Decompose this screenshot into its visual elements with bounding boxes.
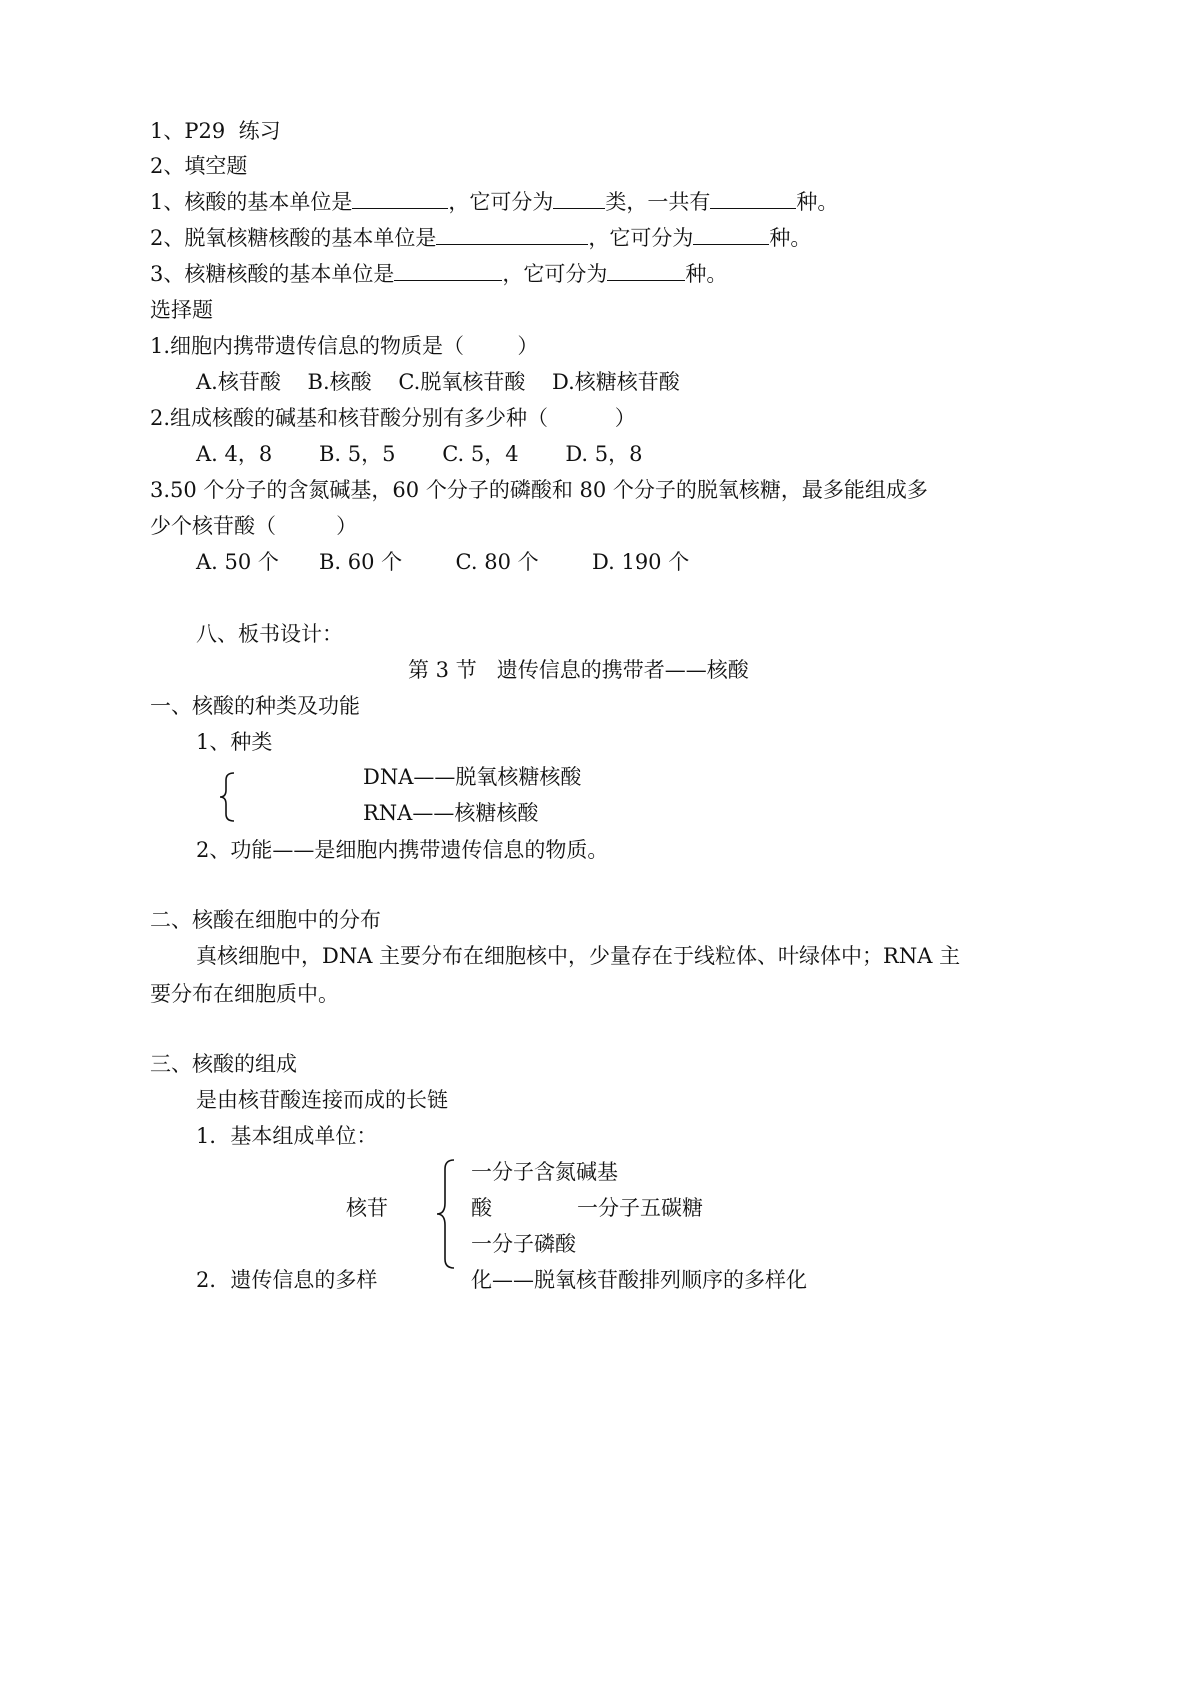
section-3-item-2-end: 化——脱氧核苷酸排列顺序的多样化 (471, 1268, 807, 1292)
fill-blank (607, 262, 685, 281)
fill-question-3 (150, 261, 727, 287)
section-1-item-2: 2、功能——是细胞内携带遗传信息的物质。 (196, 838, 609, 862)
exercise-line-2: 2、填空题 (150, 154, 248, 178)
nucleotide-left-label: 核苷 (346, 1196, 388, 1220)
section-3-paragraph: 是由核苷酸连接而成的长链 (196, 1088, 448, 1112)
choice-question-2-options: A. 4，8 B. 5，5 C. 5，4 D. 5，8 (196, 442, 643, 466)
section-2-paragraph-line-2: 要分布在细胞质中。 (150, 982, 339, 1006)
component-phosphate: 一分子磷酸 (471, 1232, 576, 1256)
fill-q3-text-b: ，它可分为 (502, 262, 608, 286)
section-3-item-1: 1．基本组成单位： (196, 1124, 378, 1148)
choice-question-1: 1.细胞内携带遗传信息的物质是（ ） (150, 334, 539, 358)
dna-label: DNA——脱氧核糖核酸 (363, 765, 582, 789)
nucleotide-left-label-end: 酸 (471, 1196, 492, 1220)
choice-question-2: 2.组成核酸的碱基和核苷酸分别有多少种（ ） (150, 406, 636, 430)
fill-q1-text-b: ，它可分为 (448, 190, 554, 214)
fill-q1-text-d: 种。 (796, 190, 839, 214)
board-title: 第 3 节 遗传信息的携带者——核酸 (408, 658, 749, 682)
section-3-heading: 三、核酸的组成 (150, 1052, 297, 1076)
choice-question-3-line-1: 3.50 个分子的含氮碱基，60 个分子的磷酸和 80 个分子的脱氧核糖，最多能组成多 (150, 478, 928, 502)
fill-q2-text-a: 2、脱氧核糖核酸的基本单位是 (150, 226, 437, 250)
component-base: 一分子含氮碱基 (471, 1160, 618, 1184)
fill-blank (693, 226, 769, 245)
fill-q1-text-a: 1、核酸的基本单位是 (150, 190, 353, 214)
fill-blank (436, 226, 588, 245)
left-brace-icon (214, 770, 240, 824)
choice-question-3-options: A. 50 个 B. 60 个 C. 80 个 D. 190 个 (196, 550, 690, 574)
fill-blank (710, 190, 796, 209)
board-heading: 八、板书设计： (196, 622, 343, 646)
section-3-item-2-start: 2．遗传信息的多样 (196, 1268, 378, 1292)
choice-heading: 选择题 (150, 298, 213, 322)
section-2-heading: 二、核酸在细胞中的分布 (150, 908, 381, 932)
fill-blank (394, 262, 502, 281)
fill-q1-text-c: 类，一共有 (605, 190, 711, 214)
section-2-paragraph-line-1: 真核细胞中，DNA 主要分布在细胞核中，少量存在于线粒体、叶绿体中；RNA 主 (196, 944, 961, 968)
fill-q3-text-a: 3、核糖核酸的基本单位是 (150, 262, 395, 286)
fill-question-1 (150, 189, 838, 215)
fill-q3-text-c: 种。 (685, 262, 728, 286)
fill-blank (553, 190, 605, 209)
fill-q2-text-c: 种。 (769, 226, 812, 250)
choice-question-1-options: A.核苷酸 B.核酸 C.脱氧核苷酸 D.核糖核苷酸 (196, 370, 680, 394)
fill-blank (352, 190, 448, 209)
choice-question-3-line-2: 少个核苷酸（ ） (150, 514, 358, 538)
exercise-line-1: 1、P29 练习 (150, 119, 281, 143)
fill-q2-text-b: ，它可分为 (588, 226, 694, 250)
section-1-item-1: 1、种类 (196, 730, 273, 754)
left-brace-icon (432, 1157, 460, 1271)
rna-label: RNA——核糖核酸 (363, 801, 539, 825)
component-sugar: 一分子五碳糖 (577, 1196, 703, 1220)
fill-question-2 (150, 225, 811, 251)
section-1-heading: 一、核酸的种类及功能 (150, 694, 360, 718)
